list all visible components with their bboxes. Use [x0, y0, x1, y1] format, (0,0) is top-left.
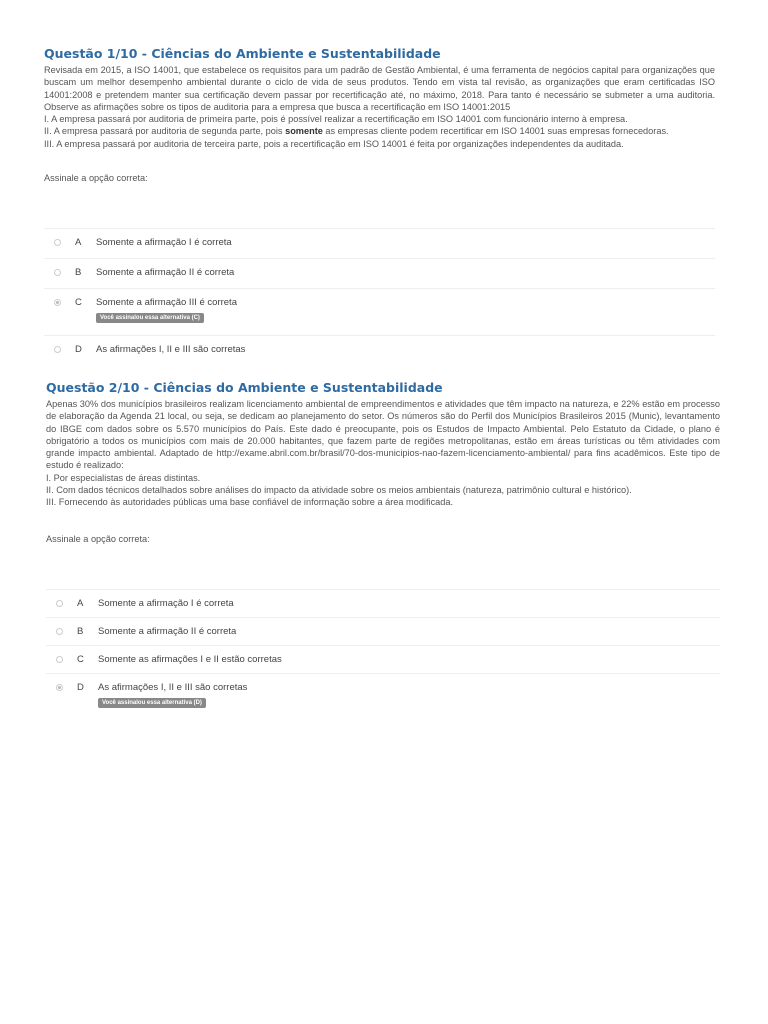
radio-button[interactable] [56, 600, 63, 607]
radio-button-checked[interactable] [56, 684, 63, 691]
option-letter: B [77, 626, 84, 637]
radio-button[interactable] [56, 656, 63, 663]
answer-prompt: Assinale a opção correta: [44, 173, 148, 183]
option-text: Somente a afirmação I é correta [96, 237, 232, 248]
option-text: Somente a afirmação III é correta [96, 297, 237, 308]
selected-answer-badge: Você assinalou essa alternativa (C) [96, 313, 204, 323]
option-b[interactable] [46, 618, 720, 646]
option-letter: D [77, 682, 84, 693]
option-d[interactable] [46, 674, 720, 710]
option-letter: A [77, 598, 84, 609]
answer-prompt: Assinale a opção correta: [46, 534, 150, 544]
option-c[interactable] [46, 646, 720, 674]
radio-button-checked[interactable] [54, 299, 61, 306]
statement-1: I. Por especialistas de áreas distintas. [46, 472, 201, 483]
option-b[interactable] [44, 259, 715, 289]
question-title: Questão 1/10 - Ciências do Ambiente e Sustentabilidade [44, 46, 441, 61]
question-body [44, 64, 715, 150]
option-text: As afirmações I, II e III são corretas [96, 344, 246, 355]
option-a[interactable] [46, 590, 720, 618]
option-text: Somente a afirmação II é correta [96, 267, 235, 278]
statement-3: III. A empresa passará por auditoria de terceira parte, pois a recertificação em ISO 14001 é feita por organizações independentes da auditada. [44, 138, 624, 149]
question-paragraph: Apenas 30% dos municípios brasileiros realizam licenciamento ambiental de empreendimentos e atividades que têm impacto na natureza, e 22% estão em processo de elaboração da Agenda 21 local, ou seja, se dedicam ao planejamento do setor. Os números são do Perfil dos Municípios Brasileiros 2015 (Munic), levantamento do IBGE com dados sobre os 5.570 municípios do País. Este dado é preocupante, pois os Estudos de Impacto Ambiental. Pelo Estatuto da Cidade, o plano é obrigatório a todos os municípios com mais de 20.000 habitantes, que fazem parte de regiões metropolitanas, estão em áreas turísticas ou têm atividades com grande impacto ambiental. Adaptado de http://exame.abril.com.br/brasil/70-dos-municipios-nao-fazem-licenciamento-ambiental/ para fins acadêmicos. Este tipo de estudo é realizado: [46, 399, 720, 471]
option-letter: C [77, 654, 84, 665]
option-a[interactable] [44, 229, 715, 259]
question-title: Questão 2/10 - Ciências do Ambiente e Sustentabilidade [46, 380, 443, 395]
statement-3: III. Fornecendo às autoridades públicas uma base confiável de informação sobre a área modificada. [46, 497, 454, 508]
option-text: Somente a afirmação I é correta [98, 598, 234, 609]
radio-button[interactable] [54, 346, 61, 353]
answer-options [46, 589, 720, 710]
question-2 [0, 380, 768, 706]
statement-2: II. Com dados técnicos detalhados sobre análises do impacto da atividade sobre os meios ambientais (natureza, patrimônio cultural e histórico). [46, 485, 632, 496]
question-body [46, 398, 720, 509]
answer-options [44, 228, 715, 365]
question-paragraph: Revisada em 2015, a ISO 14001, que estabelece os requisitos para um padrão de Gestão Ambiental, é uma ferramenta de negócios capital para organizações que buscam um melhor desempenho ambiental durante o ciclo de vida de seus produtos. Tendo em vista tal revisão, as organizações que eram certificadas ISO 14001:2008 e pretendem manter sua certificação devem passar por recertificação até, no máximo, 2018. Para tanto é necessário se submeter a uma auditoria. Observe as afirmações sobre os tipos de auditoria para a empresa que busca a recertificação em ISO 14001:2015 [44, 65, 715, 112]
option-letter: A [75, 237, 82, 248]
option-text: Somente as afirmações I e II estão corretas [98, 654, 282, 665]
statement-2: II. A empresa passará por auditoria de segunda parte, pois somente as empresas cliente podem recertificar em ISO 14001 suas empresas fornecedoras. [44, 126, 669, 137]
option-letter: B [75, 267, 82, 278]
option-text: As afirmações I, II e III são corretas [98, 682, 248, 693]
statement-1: I. A empresa passará por auditoria de primeira parte, pois é possível realizar a recertificação em ISO 14001 com funcionário interno à empresa. [44, 114, 628, 125]
radio-button[interactable] [54, 239, 61, 246]
radio-button[interactable] [56, 628, 63, 635]
option-letter: C [75, 297, 82, 308]
option-c[interactable] [44, 289, 715, 336]
option-d[interactable] [44, 336, 715, 365]
statement-2-emphasis: somente [285, 126, 323, 137]
option-letter: D [75, 344, 82, 355]
question-1 [0, 46, 768, 355]
selected-answer-badge: Você assinalou essa alternativa (D) [98, 698, 206, 708]
radio-button[interactable] [54, 269, 61, 276]
option-text: Somente a afirmação II é correta [98, 626, 237, 637]
